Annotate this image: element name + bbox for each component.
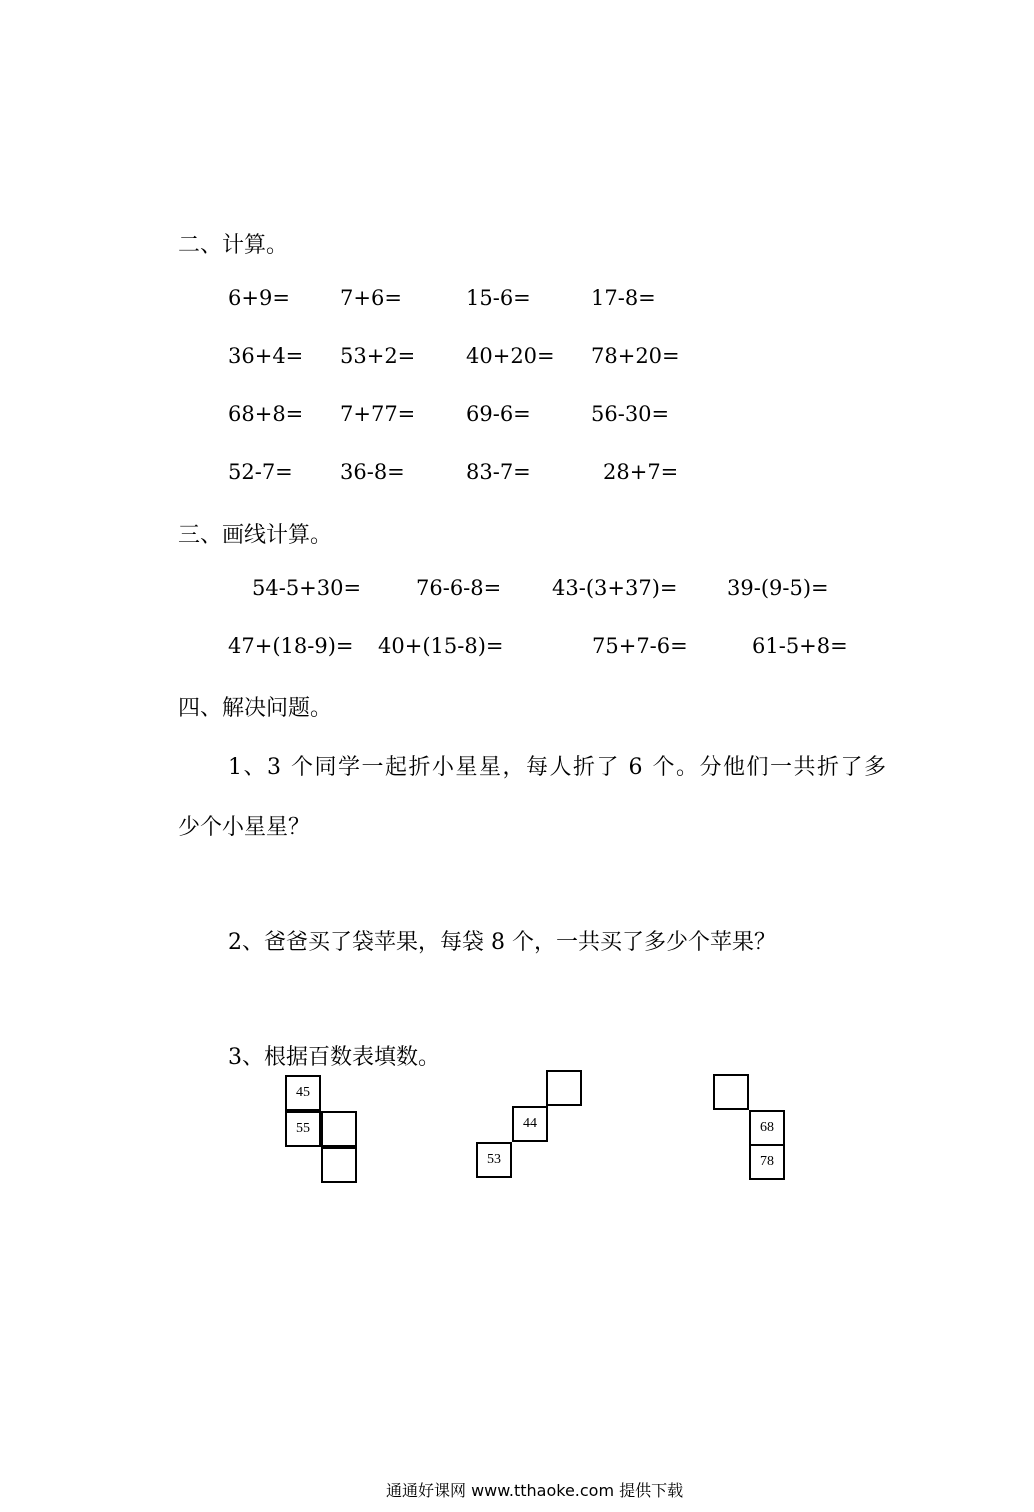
grid-cell-blank (321, 1147, 357, 1183)
calc-item: 53+2= (340, 344, 416, 368)
calc-item: 40+20= (466, 344, 555, 368)
calc-item: 52-7= (228, 460, 293, 484)
line-calc-item: 43-(3+37)= (552, 576, 678, 600)
problem-3: 3、根据百数表填数。 (228, 1045, 440, 1070)
line-calc-item: 54-5+30= (252, 576, 362, 600)
calc-heading: 二、计算。 (178, 233, 289, 258)
grid-cell-blank (321, 1111, 357, 1147)
line-calc-item: 40+(15-8)= (378, 634, 504, 658)
calc-item: 68+8= (228, 402, 304, 426)
calc-item: 17-8= (591, 286, 656, 310)
calc-item: 28+7= (603, 460, 679, 484)
problem-1-line-1: 1、3 个同学一起折小星星，每人折了 6 个。分他们一共折了多 (228, 755, 888, 780)
grid-cell: 55 (285, 1111, 321, 1147)
line-calc-item: 75+7-6= (592, 634, 688, 658)
line-calc-item: 61-5+8= (752, 634, 848, 658)
calc-item: 15-6= (466, 286, 531, 310)
grid-cell: 44 (512, 1106, 548, 1142)
problem-1-line-2: 少个小星星？ (178, 815, 311, 840)
calc-item: 7+77= (340, 402, 416, 426)
problem-2: 2、爸爸买了袋苹果，每袋 8 个，一共买了多少个苹果？ (228, 930, 776, 955)
calc-item: 83-7= (466, 460, 531, 484)
calc-item: 36-8= (340, 460, 405, 484)
line-calc-item: 47+(18-9)= (228, 634, 354, 658)
line-calc-item: 76-6-8= (416, 576, 502, 600)
problems-heading: 四、解决问题。 (178, 696, 333, 721)
grid-cell: 68 (749, 1110, 785, 1146)
grid-cell: 45 (285, 1075, 321, 1111)
calc-item: 78+20= (591, 344, 680, 368)
calc-item: 36+4= (228, 344, 304, 368)
calc-item: 7+6= (340, 286, 402, 310)
calc-item: 56-30= (591, 402, 670, 426)
line-calc-heading: 三、画线计算。 (178, 523, 333, 548)
grid-cell: 53 (476, 1142, 512, 1178)
grid-cell-blank (713, 1074, 749, 1110)
grid-cell: 78 (749, 1144, 785, 1180)
line-calc-item: 39-(9-5)= (727, 576, 829, 600)
calc-item: 6+9= (228, 286, 290, 310)
footer-text: 通通好课网 www.tthaoke.com 提供下载 (386, 1481, 684, 1500)
calc-item: 69-6= (466, 402, 531, 426)
grid-cell-blank (546, 1070, 582, 1106)
